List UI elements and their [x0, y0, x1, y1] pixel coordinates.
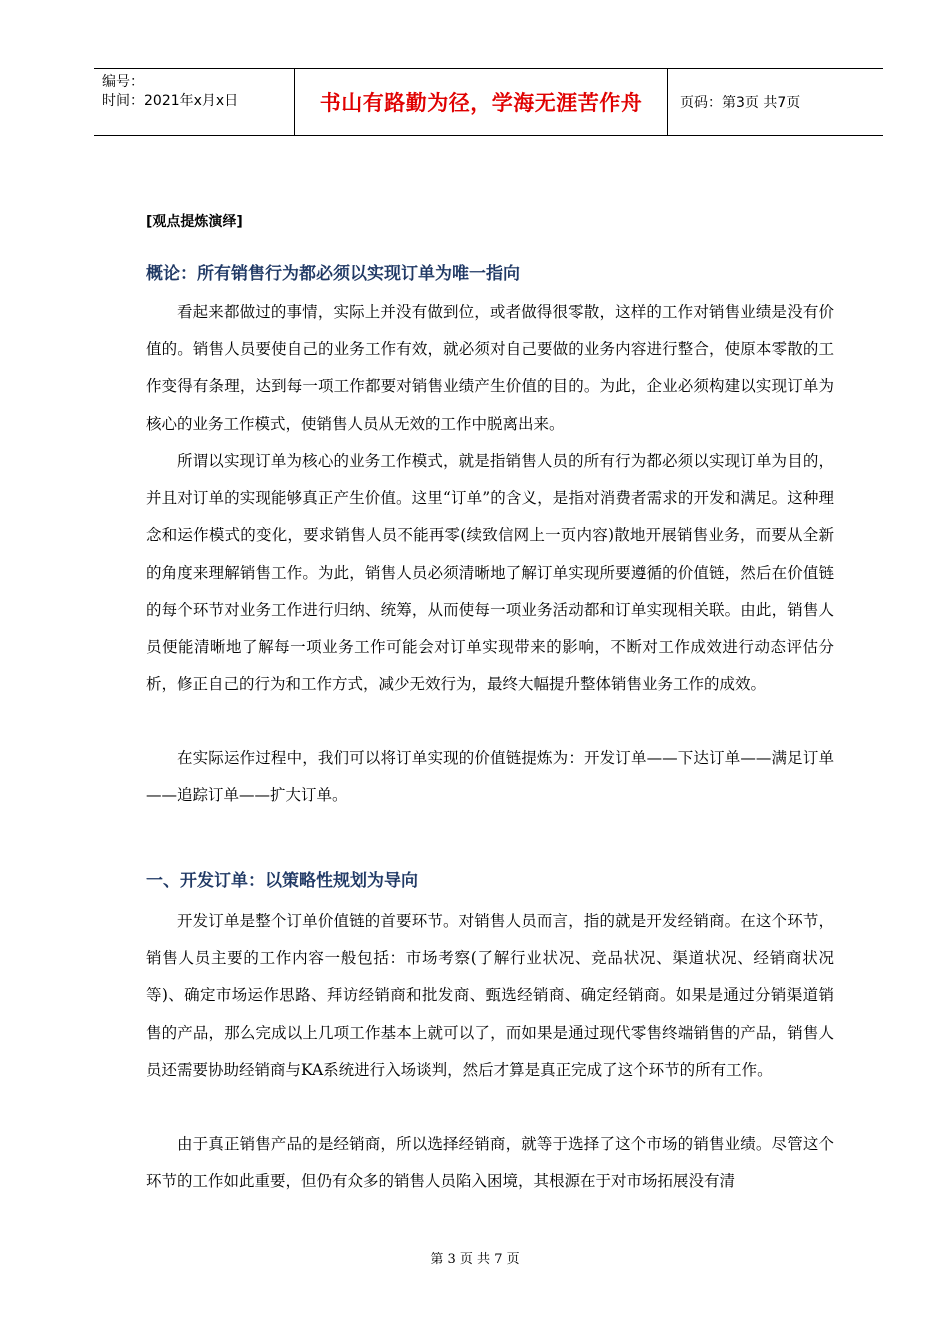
page-footer: 第 3 页 共 7 页: [430, 1252, 520, 1267]
heading-section-1: 一、开发订单：以策略性规划为导向: [146, 871, 418, 891]
paragraph: 看起来都做过的事情，实际上并没有做到位，或者做得很零散，这样的工作对销售业绩是没有价值的。销售人员要使自己的业务工作有效，就必须对自己要做的业务内容进行整合，使原本零散的工作变得有条理，达到每一项工作都要对销售业绩产生价值的目的。为此，企业必须构建以实现订单为核心的业务工作模式，使销售人员从无效的工作中脱离出来。: [146, 303, 834, 433]
header-left-cell: [94, 69, 295, 135]
paragraph: 在实际运作过程中，我们可以将订单实现的价值链提炼为：开发订单——下达订单——满足订单——追踪订单——扩大订单。: [146, 749, 834, 805]
header-motto: 书山有路勤为径，学海无涯苦作舟: [295, 69, 668, 135]
section-label: [观点提炼演绎]: [146, 214, 243, 230]
time-label: 时间：2021年x月x日: [102, 93, 239, 109]
paragraph: 所谓以实现订单为核心的业务工作模式，就是指销售人员的所有行为都必须以实现订单为目的，并且对订单的实现能够真正产生价值。这里“订单”的含义，是指对消费者需求的开发和满足。这种理念和运作模式的变化，要求销售人员不能再零(续致信网上一页内容)散地开展销售业务，而要从全新的角度来理解销售工作。为此，销售人员必须清晰地了解订单实现所要遵循的价值链，然后在价值链的每个环节对业务工作进行归纳、统筹，从而使每一项业务活动都和订单实现相关联。由此，销售人员便能清晰地了解每一项业务工作可能会对订单实现带来的影响，不断对工作成效进行动态评估分析，修正自己的行为和工作方式，减少无效行为，最终大幅提升整体销售业务工作的成效。: [146, 452, 834, 694]
doc-number-label: 编号：: [102, 74, 144, 90]
header-table: [94, 68, 883, 136]
heading-overview: 概论：所有销售行为都必须以实现订单为唯一指向: [146, 264, 520, 284]
paragraph: 由于真正销售产品的是经销商，所以选择经销商，就等于选择了这个市场的销售业绩。尽管这个环节的工作如此重要，但仍有众多的销售人员陷入困境，其根源在于对市场拓展没有清: [146, 1135, 834, 1191]
paragraph: 开发订单是整个订单价值链的首要环节。对销售人员而言，指的就是开发经销商。在这个环节，销售人员主要的工作内容一般包括：市场考察(了解行业状况、竞品状况、渠道状况、经销商状况等)、确定市场运作思路、拜访经销商和批发商、甄选经销商、确定经销商。如果是通过分销渠道销售的产品，那么完成以上几项工作基本上就可以了，而如果是通过现代零售终端销售的产品，销售人员还需要协助经销商与KA系统进行入场谈判，然后才算是真正完成了这个环节的所有工作。: [146, 912, 834, 1079]
header-page-info: 页码：第3页 共7页: [680, 95, 801, 111]
